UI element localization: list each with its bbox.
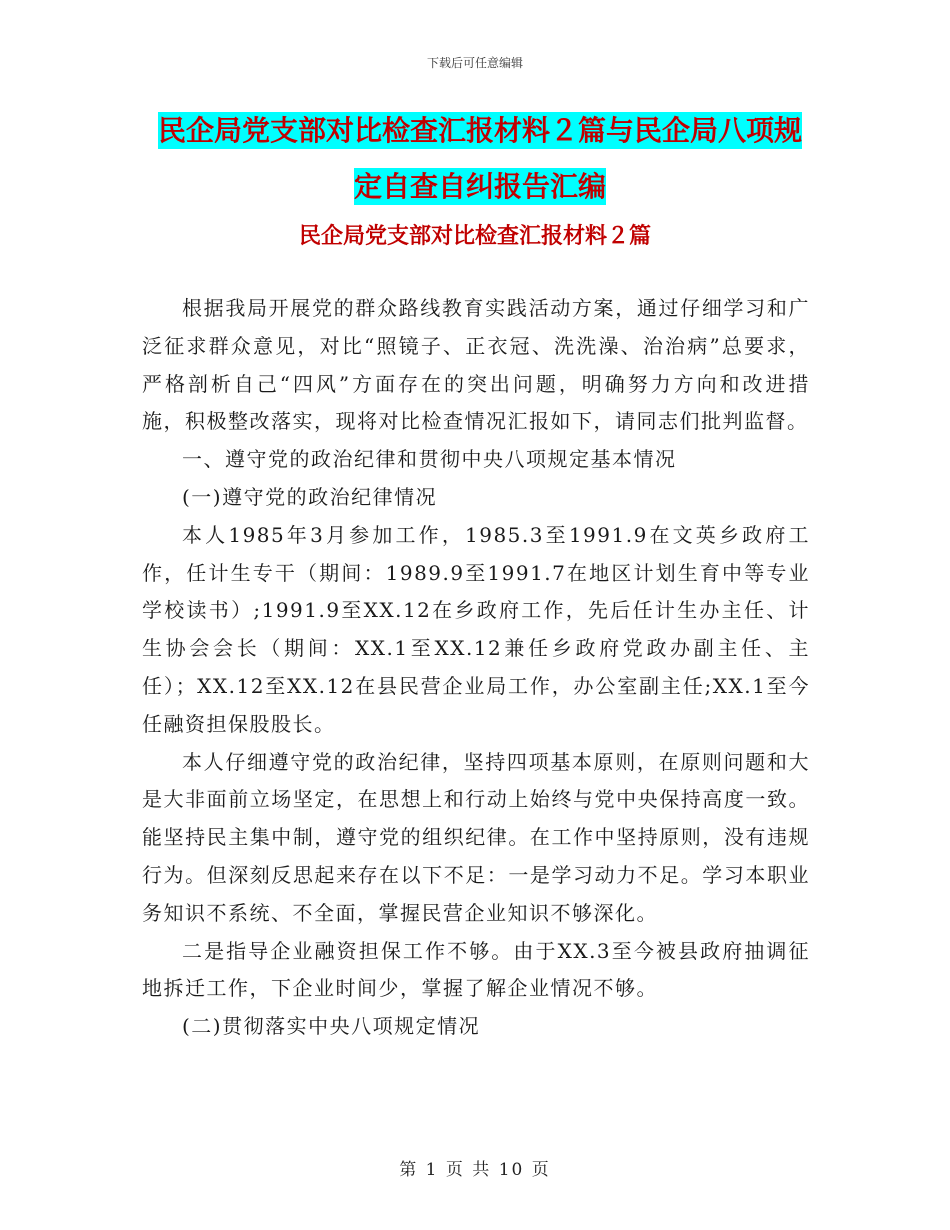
title-line-2: 定自查自纠报告汇编 xyxy=(353,170,606,203)
paragraph: 本人1985年3月参加工作，1985.3至1991.9在文英乡政府工作，任计生专干（期间：1989.9至1991.7在地区计划生育中等专业学校读书）;1991.9至XX.12在乡政府工作，先后任计生办主任、计生协会会长（期间：XX.1至XX.12兼任乡政府党政办副主任、主任）；XX.12至XX.12在县民营企业局工作，办公室副主任;XX.1至今任融资担保股股长。 xyxy=(142,522,810,736)
paragraph: 二是指导企业融资担保工作不够。由于XX.3至今被县政府抽调征地拆迁工作，下企业时间少，掌握了解企业情况不够。 xyxy=(142,938,810,1001)
paragraph: 一、遵守党的政治纪律和贯彻中央八项规定基本情况 xyxy=(182,447,677,472)
paragraph: 根据我局开展党的群众路线教育实践活动方案，通过仔细学习和广泛征求群众意见，对比“照镜子、正衣冠、洗洗澡、治治病”总要求，严格剖析自己“四风”方面存在的突出问题，明确努力方向和改进措施，积极整改落实，现将对比检查情况汇报如下，请同志们批判监督。 xyxy=(142,296,810,434)
paragraph: 本人仔细遵守党的政治纪律，坚持四项基本原则，在原则问题和大是大非面前立场坚定，在思想上和行动上始终与党中央保持高度一致。能坚持民主集中制，遵守党的组织纪律。在工作中坚持原则，没有违规行为。但深刻反思起来存在以下不足：一是学习动力不足。学习本职业务知识不系统、不全面，掌握民营企业知识不够深化。 xyxy=(142,749,810,925)
header-note: 下载后可任意编辑 xyxy=(426,56,523,70)
document-body xyxy=(142,290,810,1046)
paragraph: (一)遵守党的政治纪律情况 xyxy=(182,484,438,509)
page-number-footer: 第 1 页 共 10 页 xyxy=(399,1160,551,1180)
document-title xyxy=(140,103,820,215)
paragraph: (二)贯彻落实中央八项规定情况 xyxy=(182,1014,481,1039)
title-line-1: 民企局党支部对比检查汇报材料２篇与民企局八项规 xyxy=(157,114,802,147)
section-title: 民企局党支部对比检查汇报材料２篇 xyxy=(298,223,651,249)
